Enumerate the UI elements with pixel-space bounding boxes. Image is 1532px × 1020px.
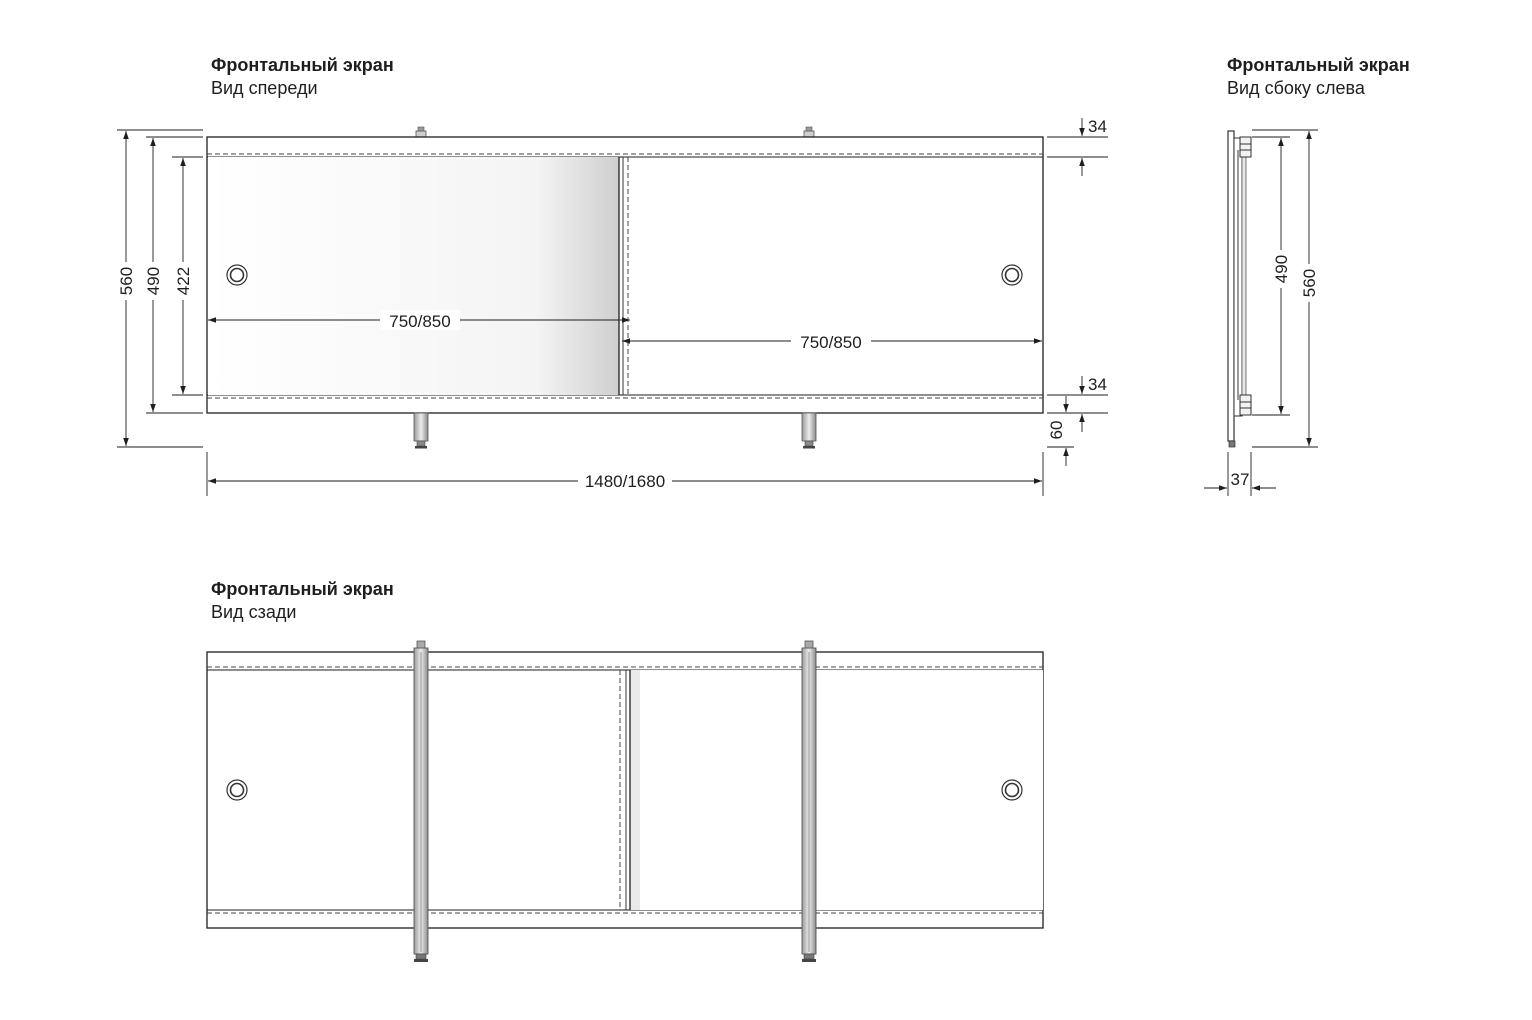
side-dim-depth: 37	[1230, 470, 1250, 489]
back-right-handle	[1002, 780, 1022, 800]
back-view	[207, 579, 1043, 962]
dim-height-inner: 422	[174, 266, 193, 296]
side-dim-height-total: 560	[1300, 268, 1319, 298]
dim-left-door: 750/850	[389, 312, 451, 331]
dim-height-panel: 490	[144, 266, 163, 296]
front-leg-right	[802, 413, 816, 449]
dim-bottom-rail: 34	[1088, 375, 1107, 394]
front-leg-left	[414, 413, 428, 449]
front-left-door	[208, 157, 619, 395]
back-view-subtitle: Вид сзади	[211, 602, 297, 622]
back-support-left	[414, 641, 428, 962]
front-view-title: Фронтальный экран	[211, 55, 394, 75]
front-view-subtitle: Вид спереди	[211, 78, 318, 98]
back-support-right	[802, 641, 816, 962]
dim-right-door: 750/850	[800, 333, 862, 352]
side-view-title: Фронтальный экран	[1227, 55, 1410, 75]
side-profile	[1228, 131, 1251, 447]
front-left-handle	[227, 265, 247, 285]
front-view	[116, 55, 1108, 496]
side-view-subtitle: Вид сбоку слева	[1227, 78, 1365, 98]
back-view-title: Фронтальный экран	[211, 579, 394, 599]
top-screw-right	[804, 127, 814, 137]
front-right-handle	[1002, 265, 1022, 285]
back-left-handle	[227, 780, 247, 800]
top-screw-left	[416, 127, 426, 137]
side-view	[1204, 55, 1410, 496]
side-dim-height-panel: 490	[1272, 254, 1291, 284]
dim-height-total: 560	[117, 266, 136, 296]
dim-leg: 60	[1047, 420, 1066, 440]
dim-width-total: 1480/1680	[584, 472, 666, 491]
dim-top-rail: 34	[1088, 117, 1107, 136]
